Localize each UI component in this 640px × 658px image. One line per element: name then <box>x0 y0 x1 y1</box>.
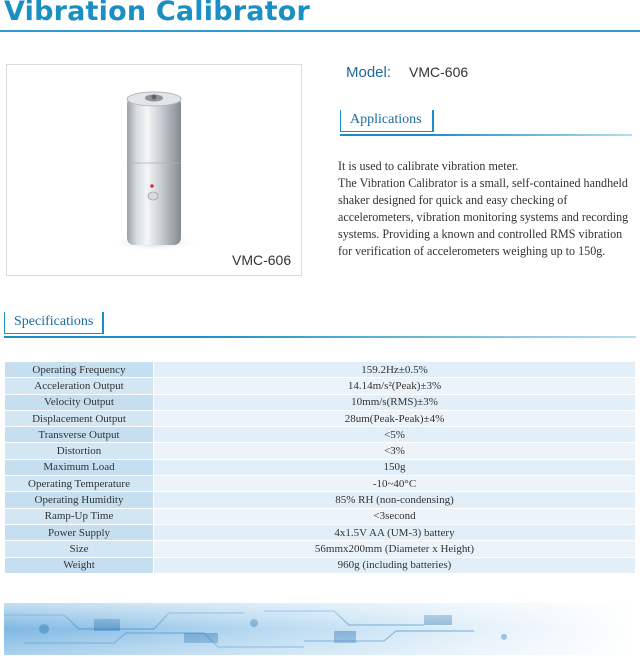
title-divider <box>0 30 640 32</box>
spec-value: <3% <box>154 443 636 459</box>
table-row <box>5 557 636 573</box>
table-row <box>5 508 636 524</box>
spec-label: Power Supply <box>5 524 154 540</box>
spec-label: Ramp-Up Time <box>5 508 154 524</box>
spec-label: Operating Humidity <box>5 492 154 508</box>
table-row <box>5 394 636 410</box>
table-row <box>5 410 636 426</box>
spec-label: Operating Temperature <box>5 476 154 492</box>
circuit-board-image <box>4 603 636 655</box>
model-line <box>346 64 468 81</box>
description-line: The Vibration Calibrator is a small, self-contained handheld shaker designed for quick and easy checking of accelerometers, vibration monitoring systems and recording systems. Providing a known and controlled RMS vibration for verification of accelerometers weighing up to 150g. <box>338 176 629 258</box>
table-row <box>5 476 636 492</box>
spec-label: Distortion <box>5 443 154 459</box>
page-title: Vibration Calibrator <box>4 0 311 27</box>
table-row <box>5 541 636 557</box>
spec-label: Maximum Load <box>5 459 154 475</box>
calibrator-device-image <box>7 65 301 275</box>
spec-label: Velocity Output <box>5 394 154 410</box>
circuit-board-banner <box>4 603 636 655</box>
spec-label: Operating Frequency <box>5 362 154 378</box>
applications-heading: Applications <box>340 110 434 132</box>
applications-underline <box>340 134 632 136</box>
table-row <box>5 362 636 378</box>
spec-label: Weight <box>5 557 154 573</box>
spec-value: -10~40°C <box>154 476 636 492</box>
spec-value: <5% <box>154 427 636 443</box>
spec-value: 56mmx200mm (Diameter x Height) <box>154 541 636 557</box>
applications-description <box>338 158 630 260</box>
spec-value: <3second <box>154 508 636 524</box>
specifications-underline <box>4 336 636 338</box>
table-row <box>5 443 636 459</box>
product-image-label: VMC-606 <box>232 252 292 268</box>
spec-value: 159.2Hz±0.5% <box>154 362 636 378</box>
spec-value: 960g (including batteries) <box>154 557 636 573</box>
description-line: It is used to calibrate vibration meter. <box>338 159 519 173</box>
spec-value: 10mm/s(RMS)±3% <box>154 394 636 410</box>
table-row <box>5 459 636 475</box>
specifications-header <box>4 312 636 338</box>
specifications-table <box>4 361 636 574</box>
spec-label: Acceleration Output <box>5 378 154 394</box>
applications-header <box>340 110 632 136</box>
table-row <box>5 427 636 443</box>
table-row <box>5 524 636 540</box>
table-row <box>5 378 636 394</box>
product-image-frame <box>6 64 302 276</box>
specifications-heading: Specifications <box>4 312 104 334</box>
spec-value: 14.14m/s²(Peak)±3% <box>154 378 636 394</box>
spec-label: Size <box>5 541 154 557</box>
model-value: VMC-606 <box>409 64 469 80</box>
table-row <box>5 492 636 508</box>
spec-label: Displacement Output <box>5 410 154 426</box>
spec-value: 150g <box>154 459 636 475</box>
spec-value: 4x1.5V AA (UM-3) battery <box>154 524 636 540</box>
spec-value: 85% RH (non-condensing) <box>154 492 636 508</box>
spec-label: Transverse Output <box>5 427 154 443</box>
spec-value: 28um(Peak-Peak)±4% <box>154 410 636 426</box>
model-label: Model: <box>346 64 392 81</box>
